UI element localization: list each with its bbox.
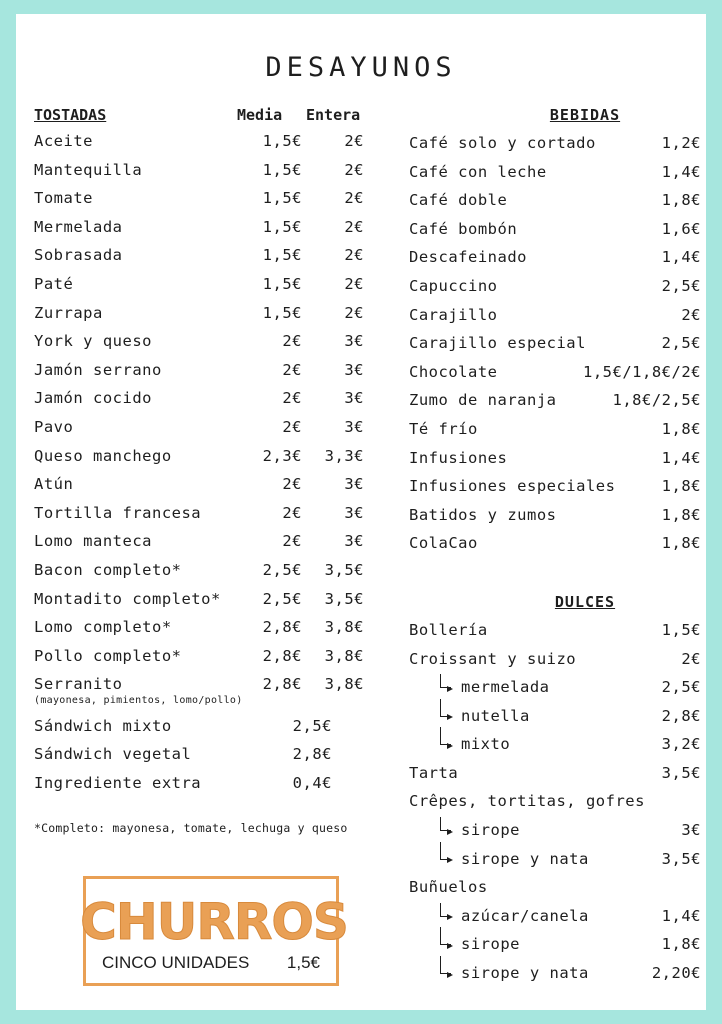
item-name: Bollería — [409, 620, 488, 639]
item-price: 1,8€ — [661, 477, 701, 496]
entera-price: 2€ — [344, 160, 364, 179]
entera-price: 2€ — [344, 274, 364, 293]
menu-item — [34, 475, 374, 504]
item-price: 3€ — [681, 821, 701, 840]
drink-item — [409, 363, 701, 392]
drink-item — [409, 163, 701, 192]
tostadas-header-row — [34, 106, 374, 132]
sandwich-item — [34, 774, 374, 803]
entera-price: 2€ — [344, 132, 364, 150]
item-name: Café solo y cortado — [409, 134, 596, 152]
item-price: 1,8€/2,5€ — [612, 391, 701, 410]
item-name: mermelada — [461, 678, 550, 697]
item-name: Paté — [34, 274, 74, 293]
sweet-subitem — [409, 735, 701, 764]
sweet-subitem — [409, 707, 701, 736]
item-name: Café con leche — [409, 162, 547, 181]
item-price: 1,8€ — [661, 935, 701, 954]
svg-text:CHURROS: CHURROS — [80, 893, 348, 951]
item-name: Tomate — [34, 189, 93, 208]
entera-price: 3,8€ — [324, 618, 364, 637]
arrow-icon — [440, 699, 451, 717]
item-name: Lomo manteca — [34, 532, 152, 551]
item-name: Montadito completo* — [34, 589, 221, 608]
footnote: *Completo: mayonesa, tomate, lechuga y queso — [34, 820, 348, 835]
item-name: Sándwich vegetal — [34, 745, 192, 764]
entera-price: 2€ — [344, 303, 364, 322]
item-name: Crêpes, tortitas, gofres — [409, 792, 645, 811]
churros-label: CINCO UNIDADES — [102, 953, 250, 972]
menu-item — [34, 275, 374, 304]
sweet-subitem — [409, 964, 701, 993]
media-price: 1,5€ — [262, 160, 302, 179]
menu-item — [34, 132, 374, 161]
entera-price: 3€ — [344, 417, 364, 436]
menu-item — [34, 161, 374, 190]
arrow-icon — [440, 674, 451, 688]
drink-item — [409, 477, 701, 506]
item-name: Té frío — [409, 419, 478, 438]
item-name: Aceite — [34, 132, 93, 150]
item-name: Mantequilla — [34, 160, 143, 179]
menu-item — [34, 246, 374, 275]
entera-column-header: Entera — [306, 106, 361, 124]
entera-price: 2€ — [344, 246, 364, 265]
sweet-item — [409, 621, 701, 650]
item-price: 2,5€ — [292, 716, 332, 735]
media-price: 2,8€ — [262, 675, 302, 694]
item-price: 1,4€ — [661, 906, 701, 925]
menu-item — [34, 532, 374, 561]
item-name: Sándwich mixto — [34, 716, 172, 735]
media-price: 2€ — [282, 417, 302, 436]
item-price: 2,8€ — [661, 706, 701, 725]
menu-item — [34, 618, 374, 647]
tostadas-section — [34, 106, 374, 835]
entera-price: 2€ — [344, 217, 364, 236]
entera-price: 2€ — [344, 189, 364, 208]
item-price: 1,4€ — [661, 162, 701, 181]
media-price: 2,5€ — [262, 589, 302, 608]
media-price: 2,8€ — [262, 618, 302, 637]
item-name: mixto — [461, 735, 511, 754]
entera-price: 3,5€ — [324, 560, 364, 579]
item-price: 1,6€ — [661, 219, 701, 238]
item-price: 1,8€ — [661, 419, 701, 438]
item-name: Batidos y zumos — [409, 505, 557, 524]
entera-price: 3,3€ — [324, 446, 364, 465]
menu-item — [34, 561, 374, 590]
drink-item — [409, 248, 701, 277]
sandwich-item — [34, 745, 374, 774]
entera-price: 3€ — [344, 360, 364, 379]
drink-item — [409, 506, 701, 535]
item-name: ColaCao — [409, 534, 478, 553]
item-name: Chocolate — [409, 362, 498, 381]
item-price: 2€ — [681, 305, 701, 324]
item-price: 2,5€ — [661, 334, 701, 353]
item-name: Descafeinado — [409, 248, 527, 267]
menu-item — [34, 189, 374, 218]
arrow-icon — [440, 956, 451, 974]
drink-item — [409, 191, 701, 220]
item-name: Zurrapa — [34, 303, 103, 322]
entera-price: 3,8€ — [324, 646, 364, 665]
item-name: Jamón cocido — [34, 389, 152, 408]
drink-item — [409, 306, 701, 335]
media-price: 2€ — [282, 503, 302, 522]
arrow-icon — [440, 842, 451, 860]
media-price: 1,5€ — [262, 303, 302, 322]
item-name: Serranito — [34, 675, 123, 694]
entera-price: 3€ — [344, 503, 364, 522]
item-name: Buñuelos — [409, 878, 488, 897]
item-name: azúcar/canela — [461, 906, 589, 925]
item-name: Atún — [34, 475, 74, 494]
item-name: Queso manchego — [34, 446, 172, 465]
menu-item — [34, 647, 374, 676]
menu-item — [34, 218, 374, 247]
menu-item — [34, 418, 374, 447]
item-price: 1,4€ — [661, 248, 701, 267]
item-price: 3,5€ — [661, 763, 701, 782]
item-price: 2,8€ — [292, 745, 332, 764]
entera-price: 3€ — [344, 389, 364, 408]
item-price: 1,8€ — [661, 534, 701, 553]
churros-box — [80, 876, 348, 986]
item-name: Tarta — [409, 763, 459, 782]
media-price: 2,3€ — [262, 446, 302, 465]
item-name: sirope — [461, 821, 520, 840]
arrow-icon — [440, 817, 451, 831]
drink-item — [409, 534, 701, 563]
arrow-icon — [440, 727, 451, 745]
menu-page — [16, 14, 706, 1010]
item-price: 2€ — [681, 649, 701, 668]
item-name: Pavo — [34, 417, 74, 436]
media-price: 2,5€ — [262, 560, 302, 579]
serranito-note: (mayonesa, pimientos, lomo/pollo) — [34, 694, 243, 706]
media-price: 2€ — [282, 532, 302, 551]
item-price: 0,4€ — [292, 774, 332, 793]
item-name: Tortilla francesa — [34, 503, 202, 522]
item-price: 1,2€ — [661, 134, 701, 152]
sweet-item — [409, 764, 701, 793]
media-price: 1,5€ — [262, 189, 302, 208]
drink-item — [409, 277, 701, 306]
item-name: Bacon completo* — [34, 560, 182, 579]
item-name: sirope y nata — [461, 849, 589, 868]
item-name: Carajillo — [409, 305, 498, 324]
item-name: Zumo de naranja — [409, 391, 557, 410]
sweet-item — [409, 792, 701, 821]
sweet-item — [409, 878, 701, 907]
sweet-subitem — [409, 678, 701, 707]
item-name: Sobrasada — [34, 246, 123, 265]
item-name: sirope y nata — [461, 964, 589, 983]
item-price: 1,8€ — [661, 505, 701, 524]
drink-item — [409, 220, 701, 249]
sweet-subitem — [409, 821, 701, 850]
item-price: 3,2€ — [661, 735, 701, 754]
menu-item — [34, 332, 374, 361]
item-price: 1,5€ — [661, 620, 701, 639]
drink-item — [409, 391, 701, 420]
media-price: 2€ — [282, 360, 302, 379]
menu-item — [34, 304, 374, 333]
item-name: Pollo completo* — [34, 646, 182, 665]
menu-item — [34, 590, 374, 619]
item-name: Ingrediente extra — [34, 774, 202, 793]
page-title: DESAYUNOS — [265, 52, 457, 83]
item-name: Jamón serrano — [34, 360, 162, 379]
media-price: 1,5€ — [262, 246, 302, 265]
dulces-header: DULCES — [554, 592, 616, 611]
entera-price: 3,5€ — [324, 589, 364, 608]
entera-price: 3€ — [344, 475, 364, 494]
item-name: nutella — [461, 706, 530, 725]
item-name: York y queso — [34, 332, 152, 351]
sandwich-item — [34, 717, 374, 746]
sweet-subitem — [409, 850, 701, 879]
entera-price: 3€ — [344, 532, 364, 551]
sweet-item — [409, 650, 701, 679]
media-price: 1,5€ — [262, 132, 302, 150]
item-price: 1,4€ — [661, 448, 701, 467]
bebidas-header: BEBIDAS — [549, 106, 621, 124]
menu-item — [34, 361, 374, 390]
media-price: 2€ — [282, 475, 302, 494]
item-name: Capuccino — [409, 276, 498, 295]
media-price: 2,8€ — [262, 646, 302, 665]
churros-logo — [80, 889, 348, 951]
menu-item — [34, 389, 374, 418]
arrow-icon — [440, 927, 451, 945]
item-name: Infusiones — [409, 448, 508, 467]
item-name: Croissant y suizo — [409, 649, 577, 668]
media-price: 2€ — [282, 332, 302, 351]
item-name: Carajillo especial — [409, 334, 586, 353]
media-price: 2€ — [282, 389, 302, 408]
item-price: 3,5€ — [661, 849, 701, 868]
drink-item — [409, 134, 701, 163]
item-name: Infusiones especiales — [409, 477, 616, 496]
entera-price: 3€ — [344, 332, 364, 351]
bebidas-dulces-column — [409, 106, 701, 993]
item-price: 2,5€ — [661, 276, 701, 295]
item-name: Café doble — [409, 191, 508, 210]
sweet-subitem — [409, 935, 701, 964]
item-name: Lomo completo* — [34, 618, 172, 637]
tostadas-header: TOSTADAS — [34, 106, 107, 124]
sweet-subitem — [409, 907, 701, 936]
item-price: 1,5€/1,8€/2€ — [583, 362, 701, 381]
item-price: 2,5€ — [661, 678, 701, 697]
menu-item — [34, 504, 374, 533]
item-price: 1,8€ — [661, 191, 701, 210]
item-name: sirope — [461, 935, 520, 954]
item-price: 2,20€ — [651, 964, 701, 983]
item-name: Mermelada — [34, 217, 123, 236]
drink-item — [409, 420, 701, 449]
entera-price: 3,8€ — [324, 675, 364, 694]
media-price: 1,5€ — [262, 274, 302, 293]
media-price: 1,5€ — [262, 217, 302, 236]
menu-item — [34, 675, 374, 704]
arrow-icon — [440, 903, 451, 917]
menu-item — [34, 447, 374, 476]
churros-price: 1,5€ — [286, 953, 320, 972]
media-column-header: Media — [237, 106, 283, 124]
item-name: Café bombón — [409, 219, 518, 238]
drink-item — [409, 334, 701, 363]
drink-item — [409, 449, 701, 478]
